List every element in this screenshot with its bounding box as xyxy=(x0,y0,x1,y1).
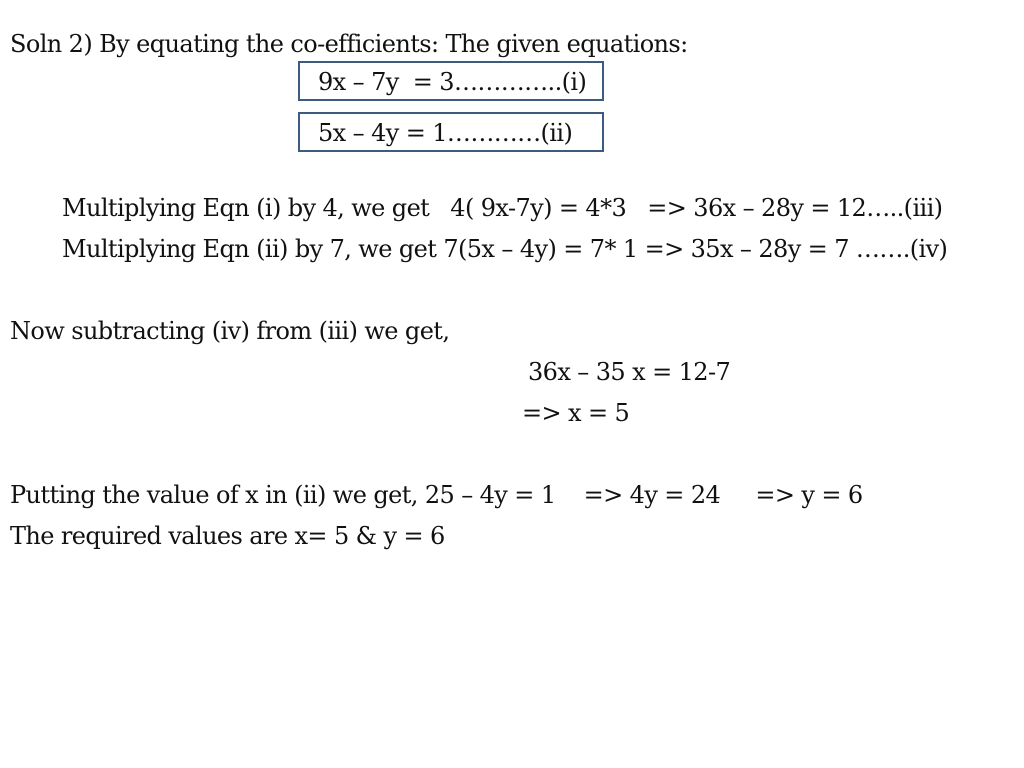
equation-1: 9x – 7y = 3…………..(i) xyxy=(318,68,587,96)
conclusion: The required values are x= 5 & y = 6 xyxy=(10,522,445,550)
equation-box-1 xyxy=(298,61,604,101)
multiply-step-2: Multiplying Eqn (ii) by 7, we get 7(5x – 4y) = 7* 1 => 35x – 28y = 7 …….(iv) xyxy=(62,235,948,263)
solution-heading: Soln 2) By equating the co-efficients: The given equations: xyxy=(10,30,688,58)
subtract-step-2: => x = 5 xyxy=(522,399,630,427)
subtract-step-1: 36x – 35 x = 12-7 xyxy=(528,358,731,386)
substitution-step: Putting the value of x in (ii) we get, 25 – 4y = 1 => 4y = 24 => y = 6 xyxy=(10,481,863,509)
equation-box-2 xyxy=(298,112,604,152)
equation-2: 5x – 4y = 1…………(ii) xyxy=(318,119,573,147)
subtract-intro: Now subtracting (iv) from (iii) we get, xyxy=(10,317,450,345)
multiply-step-1: Multiplying Eqn (i) by 4, we get 4( 9x-7y) = 4*3 => 36x – 28y = 12…..(iii) xyxy=(62,194,943,222)
